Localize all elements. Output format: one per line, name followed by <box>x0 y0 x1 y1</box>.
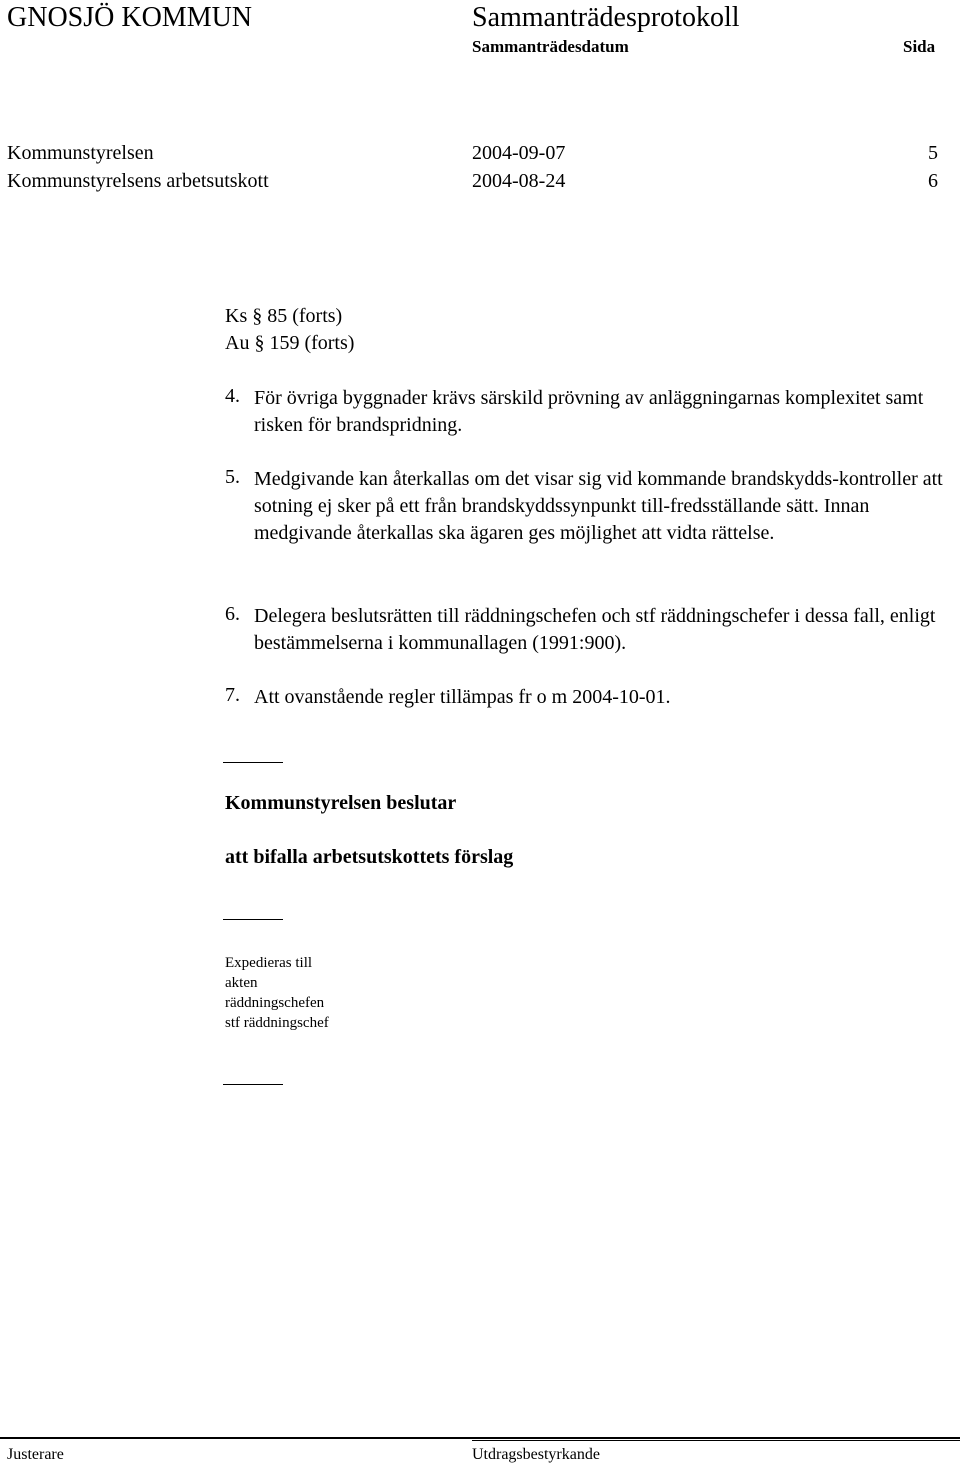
document-title: Sammanträdesprotokoll <box>472 2 740 33</box>
distribution-recipient: akten <box>225 975 258 991</box>
footer-rule-secondary <box>472 1440 960 1441</box>
separator-line <box>223 919 283 920</box>
item-text: Delegera beslutsrätten till räddningschefen och stf räddningschefer i dessa fall, enligt bestämmelserna i kommunallagen (1991:900). <box>254 605 936 654</box>
item-text: Medgivande kan återkallas om det visar sig vid kommande brandskydds-kontroller att sotning ej sker på ett från brandskyddssynpunkt till-fredsställande sätt. Innan medgivande återkallas ska ägaren ges möjlighet att vidta rättelse. <box>254 468 943 544</box>
item-number: 5. <box>225 466 240 488</box>
reference-ks: Ks § 85 (forts) <box>225 305 343 327</box>
date-label: Sammanträdesdatum <box>472 37 629 56</box>
footer-rule <box>0 1437 960 1439</box>
item-number: 4. <box>225 385 240 407</box>
reference-au: Au § 159 (forts) <box>225 332 355 354</box>
meeting-date: 2004-08-24 <box>472 170 566 192</box>
separator-line <box>223 1084 283 1085</box>
distribution-recipient: stf räddningschef <box>225 1015 329 1031</box>
item-text: Att ovanstående regler tillämpas fr o m 2004-10-01. <box>254 686 671 708</box>
footer-left-label: Justerare <box>7 1446 64 1463</box>
decision-text: att bifalla arbetsutskottets förslag <box>225 846 514 868</box>
distribution-heading: Expedieras till <box>225 955 313 971</box>
item-number: 6. <box>225 603 240 625</box>
page-label: Sida <box>903 37 936 56</box>
separator-line <box>223 762 283 763</box>
item-number: 7. <box>225 684 240 706</box>
meeting-body: Kommunstyrelsens arbetsutskott <box>7 170 269 192</box>
meeting-body: Kommunstyrelsen <box>7 142 154 164</box>
footer-right-label: Utdragsbestyrkande <box>472 1446 600 1463</box>
distribution-recipient: räddningschefen <box>225 995 325 1011</box>
item-text: För övriga byggnader krävs särskild prövning av anläggningarnas komplexitet samt risken för brandspridning. <box>254 387 924 436</box>
meeting-date: 2004-09-07 <box>472 142 566 164</box>
meeting-page: 6 <box>928 170 938 192</box>
organization-name: GNOSJÖ KOMMUN <box>7 2 253 33</box>
meeting-page: 5 <box>928 142 938 164</box>
decision-heading: Kommunstyrelsen beslutar <box>225 792 457 814</box>
